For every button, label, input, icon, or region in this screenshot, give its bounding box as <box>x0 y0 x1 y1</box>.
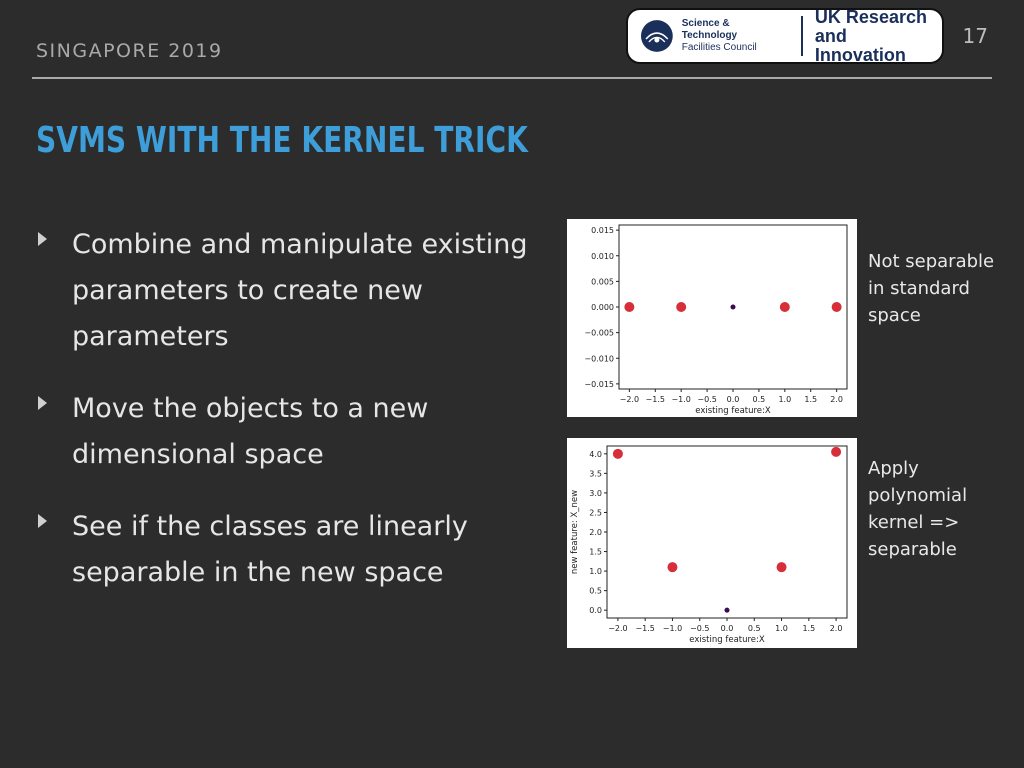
data-point <box>780 302 790 312</box>
scatter-plot-kernel <box>567 438 857 648</box>
x-tick-label: 1.0 <box>778 395 792 404</box>
y-tick-label: 1.0 <box>589 567 602 577</box>
x-tick-label: −0.5 <box>690 624 710 633</box>
bullet-text: Move the objects to a new dimensional space <box>72 393 429 470</box>
y-tick-label: −0.010 <box>584 354 614 364</box>
x-tick-label: −1.5 <box>645 395 665 404</box>
x-tick-label: 0.0 <box>726 395 740 404</box>
x-tick-label: −1.5 <box>635 624 655 633</box>
data-point <box>676 302 686 312</box>
x-tick-label: 1.5 <box>804 395 818 404</box>
data-point <box>777 562 787 572</box>
x-tick-label: 2.0 <box>829 624 843 633</box>
y-tick-label: −0.005 <box>584 328 614 338</box>
note-separable: Apply polynomial kernel => separable <box>868 458 968 560</box>
x-tick-label: 0.0 <box>720 624 734 633</box>
stfc-wordmark <box>682 18 787 54</box>
y-tick-label: 0.000 <box>591 303 614 312</box>
bullet-triangle-icon <box>38 396 47 410</box>
x-tick-label: −2.0 <box>608 624 628 633</box>
ukri-line-1: UK Research <box>814 6 927 27</box>
bullet-triangle-icon <box>38 232 47 246</box>
data-point <box>624 302 634 312</box>
stfc-line-2: Facilities Council <box>681 42 757 53</box>
data-point <box>731 305 736 310</box>
x-tick-label: −2.0 <box>619 395 640 404</box>
data-point <box>667 562 677 572</box>
page-number: 17 <box>962 24 988 48</box>
x-axis-label: existing feature:X <box>689 635 765 645</box>
bullet-item <box>38 222 538 360</box>
bullet-triangle-icon <box>38 514 47 528</box>
data-point <box>832 302 842 312</box>
bullet-text: See if the classes are linearly separable in the new space <box>72 511 468 588</box>
bullet-item <box>38 504 538 596</box>
scatter-chart-kernel <box>567 438 857 648</box>
y-tick-label: 0.5 <box>589 586 602 596</box>
x-tick-label: 1.5 <box>802 624 816 633</box>
y-tick-label: 2.0 <box>589 528 602 537</box>
x-tick-label: 1.0 <box>775 624 788 633</box>
x-tick-label: −1.0 <box>662 624 683 633</box>
stfc-seal-icon <box>640 19 674 53</box>
data-point <box>613 449 623 459</box>
y-tick-label: 2.5 <box>589 508 602 518</box>
ukri-line-2: and Innovation <box>814 25 906 65</box>
x-tick-label: 0.5 <box>752 395 766 404</box>
x-tick-label: −0.5 <box>697 395 717 404</box>
data-point <box>725 608 730 613</box>
y-tick-label: 0.005 <box>591 277 614 287</box>
y-tick-label: 3.5 <box>589 469 602 479</box>
y-axis-label: new feature: X_new <box>570 489 580 575</box>
y-tick-label: 3.0 <box>589 488 602 498</box>
x-axis-label: existing feature:X <box>695 406 771 416</box>
x-tick-label: −1.0 <box>671 395 691 404</box>
note-not-separable: Not separable in standard space <box>868 251 995 326</box>
header-divider <box>32 77 992 79</box>
bullet-list <box>38 222 538 622</box>
scatter-plot-standard <box>567 219 857 417</box>
x-tick-label: 2.0 <box>830 395 844 404</box>
logo-divider <box>801 16 803 56</box>
y-tick-label: 0.010 <box>591 251 614 261</box>
ukri-wordmark <box>815 8 942 65</box>
y-tick-label: 1.5 <box>589 547 602 557</box>
partner-logo <box>626 8 944 64</box>
slide-title: SVMS WITH THE KERNEL TRICK <box>36 120 528 161</box>
y-tick-label: 0.0 <box>589 606 602 616</box>
y-tick-label: 4.0 <box>589 449 602 459</box>
bullet-item <box>38 386 538 478</box>
scatter-chart-standard <box>567 219 857 417</box>
plot-frame <box>607 446 847 618</box>
data-point <box>831 447 841 457</box>
bullet-text: Combine and manipulate existing parameters to create new parameters <box>72 229 528 352</box>
event-header: SINGAPORE 2019 <box>36 40 223 62</box>
stfc-line-1: Science & Technology <box>681 18 738 41</box>
y-tick-label: −0.015 <box>584 379 614 389</box>
x-tick-label: 0.5 <box>747 624 761 633</box>
y-tick-label: 0.015 <box>591 226 614 236</box>
